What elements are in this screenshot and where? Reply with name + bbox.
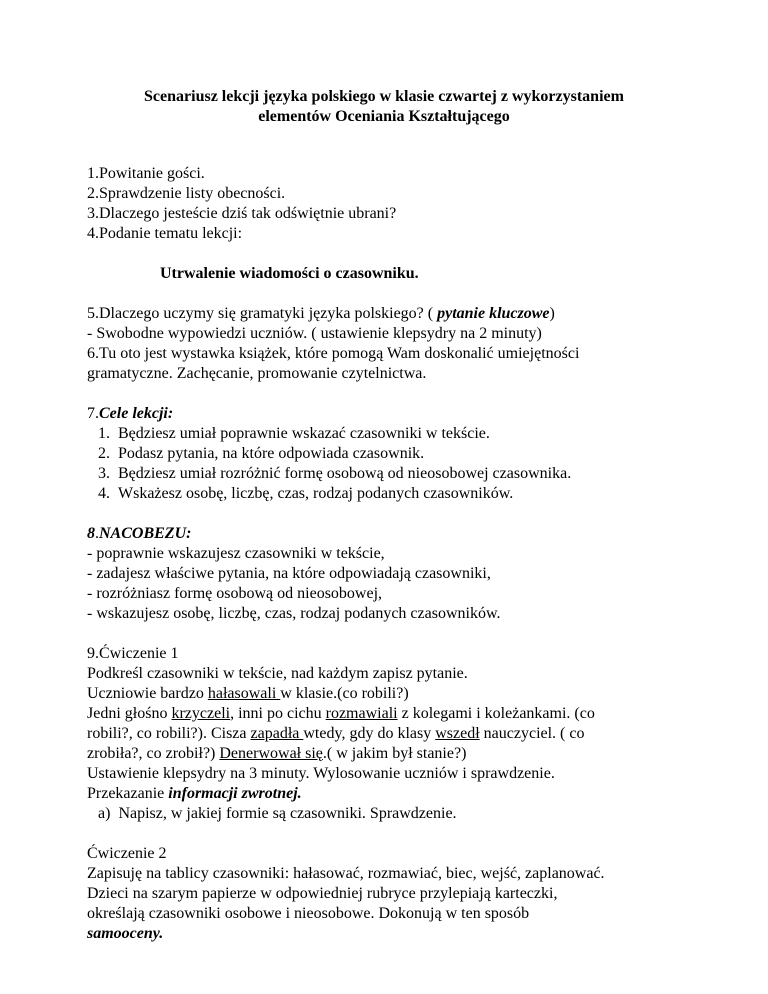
goal-text: Wskażesz osobę, liczbę, czas, rodzaj podanych czasowników. — [118, 485, 514, 502]
point-5-note: - Swobodne wypowiedzi uczniów. ( ustawienie klepsydry na 2 minuty) — [87, 325, 542, 342]
underlined-verb: hałasowali — [207, 685, 281, 702]
nacobezu-item: - rozróżniasz formę osobową od nieosobowej, — [87, 585, 383, 602]
exercise-1-subtask — [87, 804, 707, 824]
goal-number: 3. — [98, 465, 110, 482]
goal-item — [87, 464, 707, 484]
key-question-label: pytanie kluczowe — [437, 305, 550, 322]
nacobezu-item: - zadajesz właściwe pytania, na które odpowiadają czasowniki, — [87, 565, 491, 582]
underlined-verb: Denerwował się — [219, 745, 323, 762]
intro-item: 4.Podanie tematu lekcji: — [87, 225, 243, 242]
goals-list — [87, 424, 707, 504]
lesson-topic: Utrwalenie wiadomości o czasowniku. — [160, 265, 419, 282]
document-body — [87, 164, 707, 944]
nacobezu-title: NACOBEZU: — [99, 525, 192, 542]
point-5-text: 5.Dlaczego uczymy się gramatyki języka polskiego? ( — [87, 305, 438, 322]
goal-number: 4. — [98, 485, 110, 502]
goal-text: Będziesz umiał poprawnie wskazać czasowniki w tekście. — [118, 425, 490, 442]
title-line-1: Scenariusz lekcji języka polskiego w klasie czwartej z wykorzystaniem — [144, 88, 624, 105]
underlined-verb: rozmawiali — [325, 705, 398, 722]
goals-heading — [87, 404, 707, 424]
goal-item — [87, 444, 707, 464]
exercise-2-line: określają czasowniki osobowe i nieosobowe. Dokonują w ten sposób — [87, 905, 530, 922]
goals-number: 7. — [87, 405, 99, 422]
goal-text: Podasz pytania, na które odpowiada czasownik. — [118, 445, 425, 462]
exercise-2-line: Zapisuję na tablicy czasowniki: hałasować, rozmawiać, biec, wejść, zaplanować. — [87, 865, 605, 882]
nacobezu-heading — [87, 524, 707, 544]
title-line-2: elementów Oceniania Kształtującego — [258, 108, 510, 125]
underlined-verb: zapadła — [250, 725, 304, 742]
exercise-2-line: samooceny. — [87, 925, 164, 942]
nacobezu-item: - poprawnie wskazujesz czasowniki w tekście, — [87, 545, 385, 562]
intro-item: 1.Powitanie gości. — [87, 165, 205, 182]
exercise-1-feedback: Przekazanie informacji zwrotnej. — [87, 785, 302, 802]
goals-title: Cele lekcji: — [99, 405, 174, 422]
intro-item: 2.Sprawdzenie listy obecności. — [87, 185, 286, 202]
point-5-close: ) — [549, 305, 555, 322]
exercise-1-line: Uczniowie bardzo hałasowali w klasie.(co robili?) — [87, 685, 409, 702]
nacobezu-dot: . — [95, 525, 99, 542]
nacobezu-number: 8 — [87, 525, 95, 542]
exercise-1-heading: 9.Ćwiczenie 1 — [87, 645, 179, 662]
point-6-line-1: 6.Tu oto jest wystawka książek, które pomogą Wam doskonalić umiejętności — [87, 345, 580, 362]
nacobezu-item: - wskazujesz osobę, liczbę, czas, rodzaj podanych czasowników. — [87, 605, 501, 622]
goal-item — [87, 424, 707, 444]
point-6-line-2: gramatyczne. Zachęcanie, promowanie czytelnictwa. — [87, 365, 427, 382]
exercise-2-heading: Ćwiczenie 2 — [87, 845, 167, 862]
subtask-text: Napisz, w jakiej formie są czasowniki. Sprawdzenie. — [118, 805, 457, 822]
underlined-verb: krzyczeli — [171, 705, 231, 722]
exercise-1-line: zrobiła?, co zrobił?) Denerwował się.( w jakim był stanie?) — [87, 745, 467, 762]
underlined-verb: wszedł — [435, 725, 480, 742]
goal-number: 2. — [98, 445, 110, 462]
point-5 — [87, 304, 707, 324]
intro-item: 3.Dlaczego jesteście dziś tak odświętnie ubrani? — [87, 205, 397, 222]
document-title — [0, 87, 768, 127]
goal-item — [87, 484, 707, 504]
goal-text: Będziesz umiał rozróżnić formę osobową od nieosobowej czasownika. — [118, 465, 572, 482]
exercise-1-instruction: Podkreśl czasowniki w tekście, nad każdym zapisz pytanie. — [87, 665, 468, 682]
exercise-1-note: Ustawienie klepsydry na 3 minuty. Wylosowanie uczniów i sprawdzenie. — [87, 765, 555, 782]
exercise-2-line: Dzieci na szarym papierze w odpowiedniej rubryce przylepiają karteczki, — [87, 885, 558, 902]
exercise-1-line: robili?, co robili?). Cisza zapadła wtedy, gdy do klasy wszedł nauczyciel. ( co — [87, 725, 585, 742]
subtask-letter: a) — [98, 805, 111, 822]
feedback-label: informacji zwrotnej. — [168, 785, 302, 802]
exercise-1-line: Jedni głośno krzyczeli, inni po cichu rozmawiali z kolegami i koleżankami. (co — [87, 705, 595, 722]
goal-number: 1. — [98, 425, 110, 442]
